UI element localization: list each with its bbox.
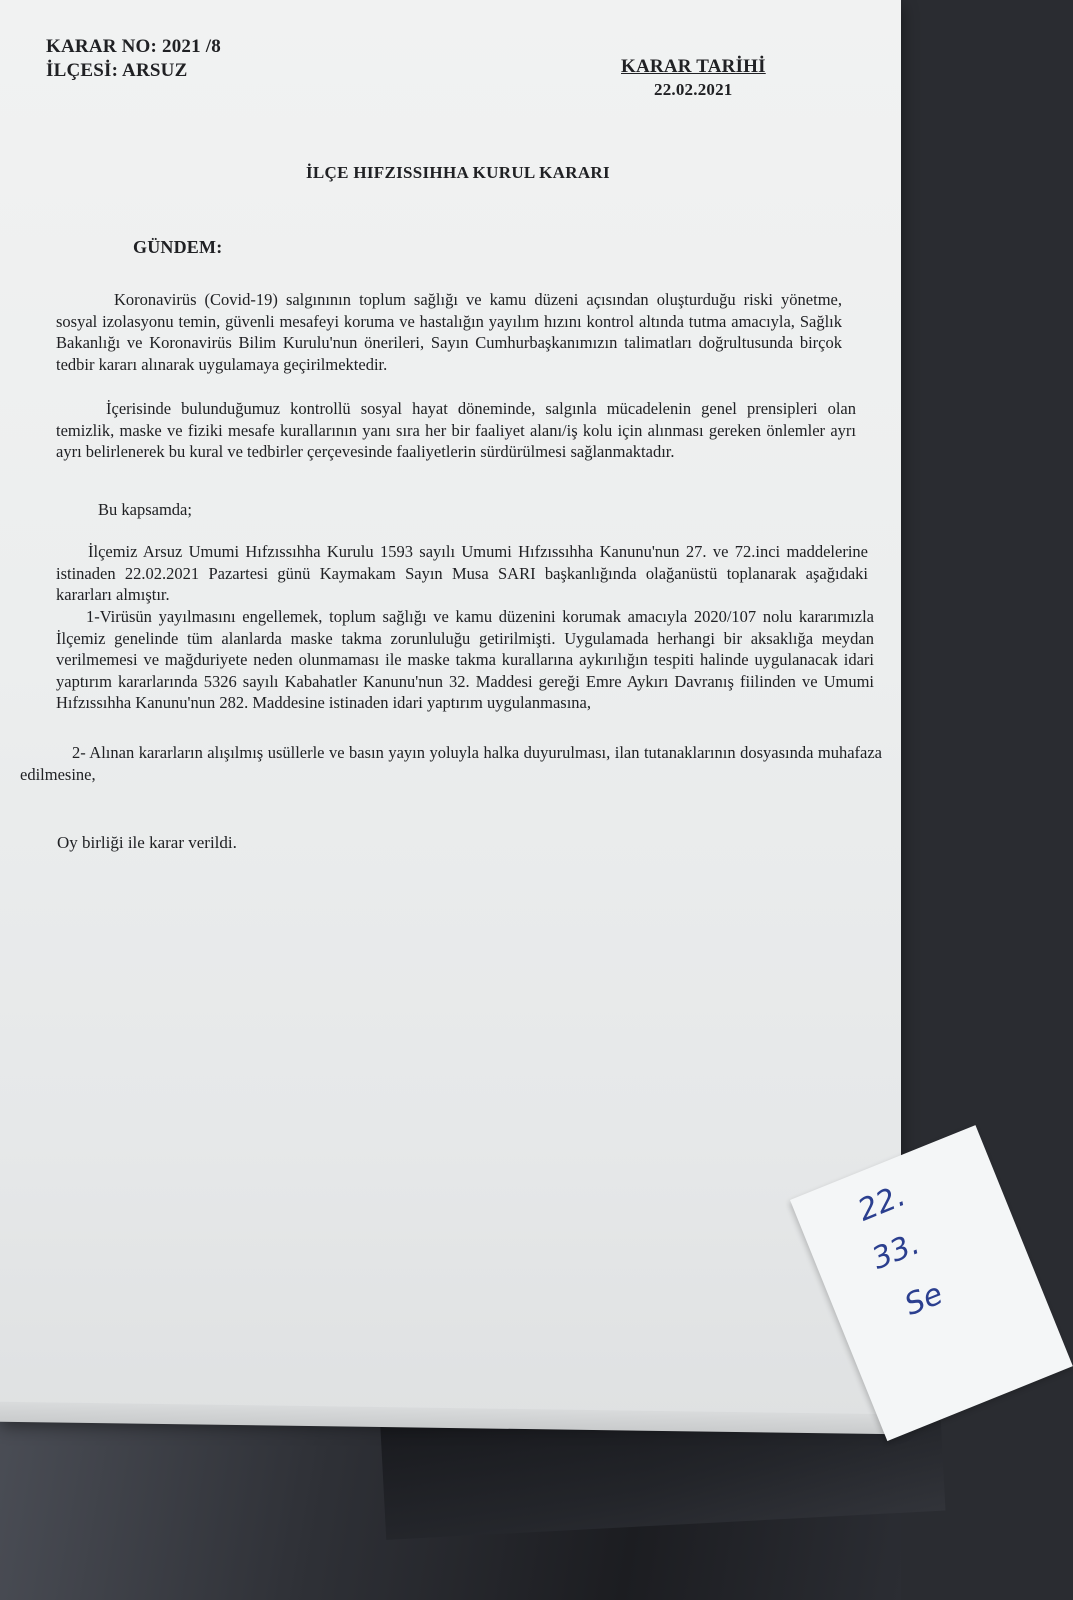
decision-item-1: 1-Virüsün yayılmasını engellemek, toplum sağlığı ve kamu düzenini korumak amacıyla 2020/107 nolu kararımızla İlçemiz genelinde tüm alanlarda maske takma zorunluluğu getirilmişti. Uygulamada herhangi bir aksaklığa meydan verilmemesi ve mağduriyete neden olunmaması ile maske takma kurallarına aykırılığın tespiti halinde uygulanacak idari yaptırım kararlarında 5326 sayılı Kabahatler Kanunu'nun 32. Maddesi gereği Emre Aykırı Davranış fiilinden ve Umumi Hıfzıssıhha Kanunu'nun 282. Maddesine istinaden idari yaptırım uygulanmasına, xyxy=(56,607,874,712)
gundem-heading: GÜNDEM: xyxy=(133,237,223,257)
karar-tarihi-value: 22.02.2021 xyxy=(654,80,733,99)
paragraph-1: Koronavirüs (Covid-19) salgınının toplum sağlığı ve kamu düzeni açısından oluşturduğu riski yönetme, sosyal izolasyonu temin, güvenli mesafeyi koruma ve hastalığın yayılım hızını kontrol altında tutma amacıyla, Sağlık Bakanlığı ve Koronavirüs Bilim Kurulu'nun önerileri, Sayın Cumhurbaşkanımızın talimatları doğrultusunda birçok tedbir kararı alınarak uygulamaya geçirilmektedir. xyxy=(56,290,842,374)
document-title: İLÇE HIFZISSIHHA KURUL KARARI xyxy=(306,163,610,182)
paragraph-3: İlçemiz Arsuz Umumi Hıfzıssıhha Kurulu 1593 sayılı Umumi Hıfzıssıhha Kanunu'nun 27. ve 72.inci maddelerine istinaden 22.02.2021 Pazartesi günü Kaymakam Sayın Musa SARI başkanlığında olağanüstü toplanarak aşağıdaki kararları almıştır. xyxy=(56,542,868,604)
decision-item-2: 2- Alınan kararların alışılmış usüllerle ve basın yayın yoluyla halka duyurulması, ilan tutanaklarının dosyasında muhafaza edilmesine, xyxy=(20,743,882,784)
karar-tarihi-label: KARAR TARİHİ xyxy=(621,56,766,77)
note-line-3: Se xyxy=(899,1276,948,1323)
ilcesi: İLÇESİ: ARSUZ xyxy=(46,60,188,81)
paragraph-2: İçerisinde bulunduğumuz kontrollü sosyal hayat döneminde, salgınla mücadelenin genel prensipleri olan temizlik, maske ve fiziki mesafe kurallarının yanı sıra her bir faaliyet alanı/iş kolu için alınması gereken önlemler ayrı ayrı belirlenerek bu kural ve tedbirler çerçevesinde faaliyetlerin sürdürülmesi sağlanmaktadır. xyxy=(56,399,856,461)
note-line-2: 33. xyxy=(867,1226,925,1277)
karar-no: KARAR NO: 2021 /8 xyxy=(46,36,221,57)
closing-line: Oy birliği ile karar verildi. xyxy=(57,833,237,852)
note-line-1: 22. xyxy=(853,1178,911,1229)
kapsam-line: Bu kapsamda; xyxy=(98,500,192,519)
